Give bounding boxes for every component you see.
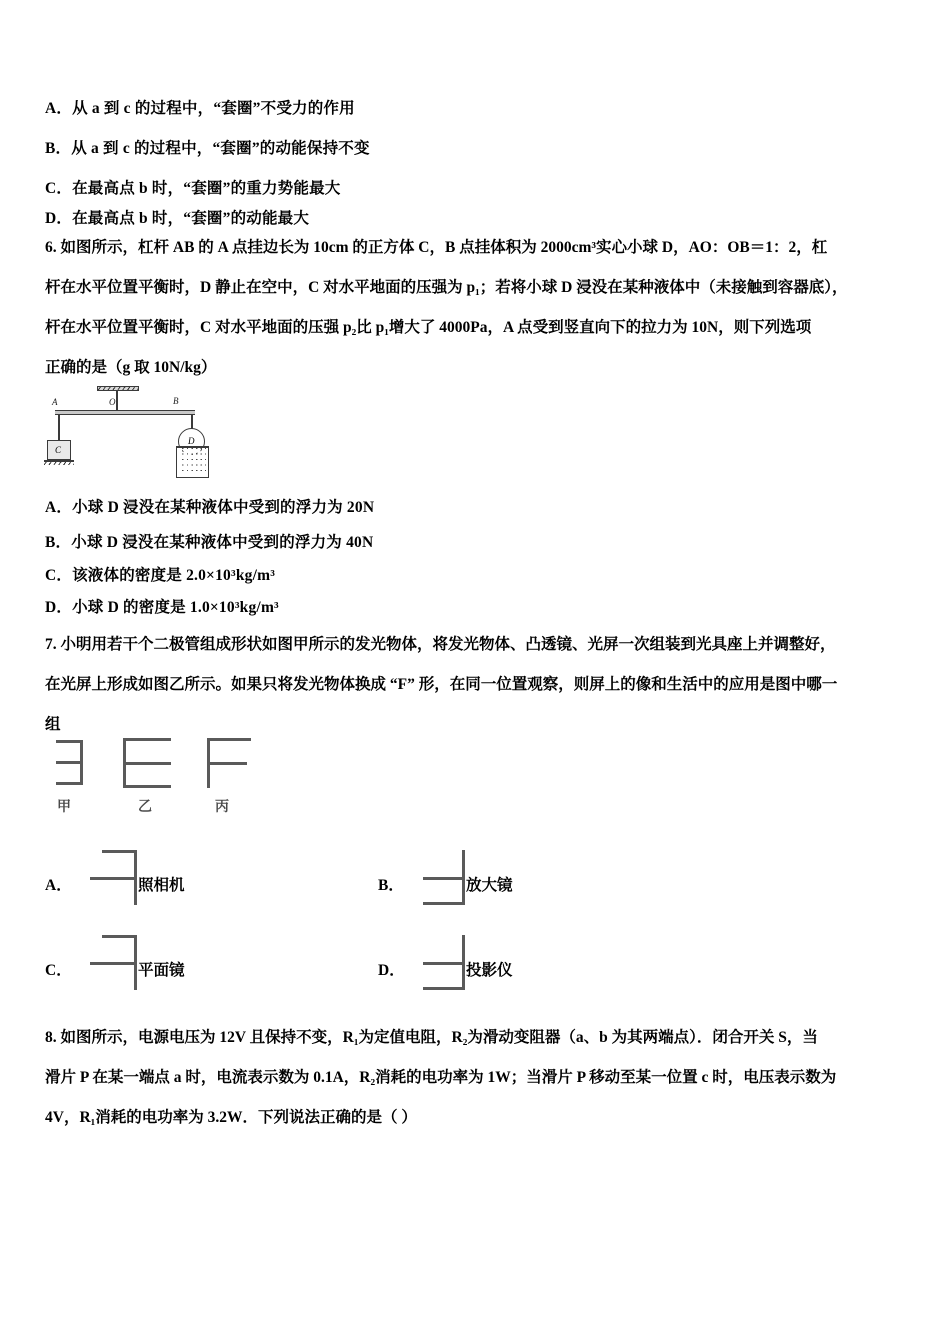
q6-option-d bbox=[45, 595, 279, 617]
q5-option-a bbox=[45, 96, 355, 118]
q5-option-a-text: 从 a 到 c 的过程中，“套圈”不受力的作用 bbox=[72, 100, 355, 117]
q5-option-c-label: C． bbox=[45, 180, 73, 197]
lever-label-o: O bbox=[109, 397, 116, 407]
liquid-fill bbox=[179, 448, 206, 475]
q5-option-d-label: D． bbox=[45, 210, 73, 227]
q5-option-d-text: 在最高点 b 时，“套圈”的动能最大 bbox=[72, 210, 310, 227]
q5-option-b-text: 从 a 到 c 的过程中，“套圈”的动能保持不变 bbox=[71, 140, 370, 157]
q6-stem bbox=[45, 228, 915, 388]
q5-option-c bbox=[45, 176, 340, 198]
shape-bing-label: 丙 bbox=[215, 800, 229, 815]
q6-option-a-text: 小球 D 浸没在某种液体中受到的浮力为 20N bbox=[72, 499, 375, 516]
q8-stem-line2: 滑片 P 在某一端点 a 时，电流表示数为 0.1A，R₂消耗的电功率为 1W；当滑片 P 移动至某一位置 c 时，电压表示数为 bbox=[45, 1069, 837, 1086]
q7-option-c-label: C． bbox=[45, 962, 72, 979]
lever-beam bbox=[55, 410, 195, 415]
pivot-rod bbox=[116, 391, 118, 411]
liquid-container bbox=[176, 446, 209, 478]
block-c-wire bbox=[58, 415, 60, 440]
q7-option-c-text: 平面镜 bbox=[138, 962, 185, 979]
q6-stem-line4: 正确的是（g 取 10N/kg） bbox=[45, 359, 217, 376]
block-c-label: C bbox=[55, 445, 62, 455]
q6-option-b-text: 小球 D 浸没在某种液体中受到的浮力为 40N bbox=[71, 534, 374, 551]
q5-option-c-text: 在最高点 b 时，“套圈”的重力势能最大 bbox=[72, 180, 341, 197]
q6-option-c-label: C． bbox=[45, 567, 73, 584]
q6-stem-line1: 如图所示，杠杆 AB 的 A 点挂边长为 10cm 的正方体 C，B 点挂体积为 2000cm³实心小球 D，AO：OB＝1：2，杠 bbox=[60, 239, 828, 256]
q6-option-c bbox=[45, 563, 275, 585]
q5-option-b-label: B． bbox=[45, 140, 72, 157]
q7-number: 7. bbox=[45, 636, 57, 653]
shape-jia-glyph bbox=[50, 740, 86, 785]
ball-d-label: D bbox=[188, 436, 195, 446]
q7-stem-line3: 组 bbox=[45, 716, 61, 733]
q6-stem-line2: 杆在水平位置平衡时，D 静止在空中，C 对水平地面的压强为 p₁；若将小球 D 浸没在某种液体中（未接触到容器底）， bbox=[45, 279, 848, 296]
q7-option-c-glyph bbox=[90, 935, 145, 990]
q7-option-d-text: 投影仪 bbox=[466, 962, 513, 979]
q6-option-b-label: B． bbox=[45, 534, 72, 551]
q7-stem-line1: 小明用若干个二极管组成形状如图甲所示的发光物体，将发光物体、凸透镜、光屏一次组装到光具座上并调整好， bbox=[60, 636, 836, 653]
q5-option-a-label: A． bbox=[45, 100, 73, 117]
ground-hatching-icon bbox=[44, 461, 74, 465]
shape-yi-glyph bbox=[123, 738, 175, 788]
q6-option-a-label: A． bbox=[45, 499, 73, 516]
q7-option-d-label: D． bbox=[378, 962, 405, 979]
block-c bbox=[47, 440, 71, 460]
q6-stem-line3: 杆在水平位置平衡时，C 对水平地面的压强 p₂比 p₁增大了 4000Pa，A 点受到竖直向下的拉力为 10N，则下列选项 bbox=[45, 319, 812, 336]
q7-option-a-text: 照相机 bbox=[138, 877, 185, 894]
q8-stem-line3: 4V，R₁消耗的电功率为 3.2W．下列说法正确的是（ ） bbox=[45, 1109, 417, 1126]
q6-option-a bbox=[45, 495, 374, 517]
q7-option-a-label: A． bbox=[45, 877, 72, 894]
q7-option-b-text: 放大镜 bbox=[466, 877, 513, 894]
q5-option-b bbox=[45, 136, 370, 158]
ceiling-support-icon bbox=[97, 386, 139, 391]
shape-yi-label: 乙 bbox=[138, 800, 152, 815]
q7-option-b-label: B． bbox=[378, 877, 404, 894]
q7-option-b-glyph bbox=[418, 850, 473, 905]
lever-balance-diagram bbox=[45, 378, 205, 478]
lever-label-a: A bbox=[52, 397, 58, 407]
lever-label-b: B bbox=[173, 396, 179, 406]
shape-figures-group bbox=[45, 738, 285, 838]
q6-option-d-text: 小球 D 的密度是 1.0×10³kg/m³ bbox=[72, 599, 279, 616]
q8-stem-line1: 如图所示，电源电压为 12V 且保持不变，R₁为定值电阻，R₂为滑动变阻器（a、b 为其两端点）．闭合开关 S，当 bbox=[60, 1029, 818, 1046]
shape-jia-label: 甲 bbox=[57, 800, 71, 815]
q6-option-d-label: D． bbox=[45, 599, 73, 616]
q6-option-b bbox=[45, 530, 373, 552]
q7-option-d-glyph bbox=[418, 935, 473, 990]
q6-option-c-text: 该液体的密度是 2.0×10³kg/m³ bbox=[72, 567, 276, 584]
q7-stem bbox=[45, 625, 920, 745]
q5-option-d bbox=[45, 206, 309, 228]
q8-stem bbox=[45, 1018, 925, 1138]
q8-number: 8. bbox=[45, 1029, 57, 1046]
shape-bing-glyph bbox=[207, 738, 255, 788]
q7-stem-line2: 在光屏上形成如图乙所示。如果只将发光物体换成 “F” 形，在同一位置观察，则屏上的像和生活中的应用是图中哪一 bbox=[45, 676, 838, 693]
q6-number: 6. bbox=[45, 239, 57, 256]
q7-option-a-glyph bbox=[90, 850, 145, 905]
